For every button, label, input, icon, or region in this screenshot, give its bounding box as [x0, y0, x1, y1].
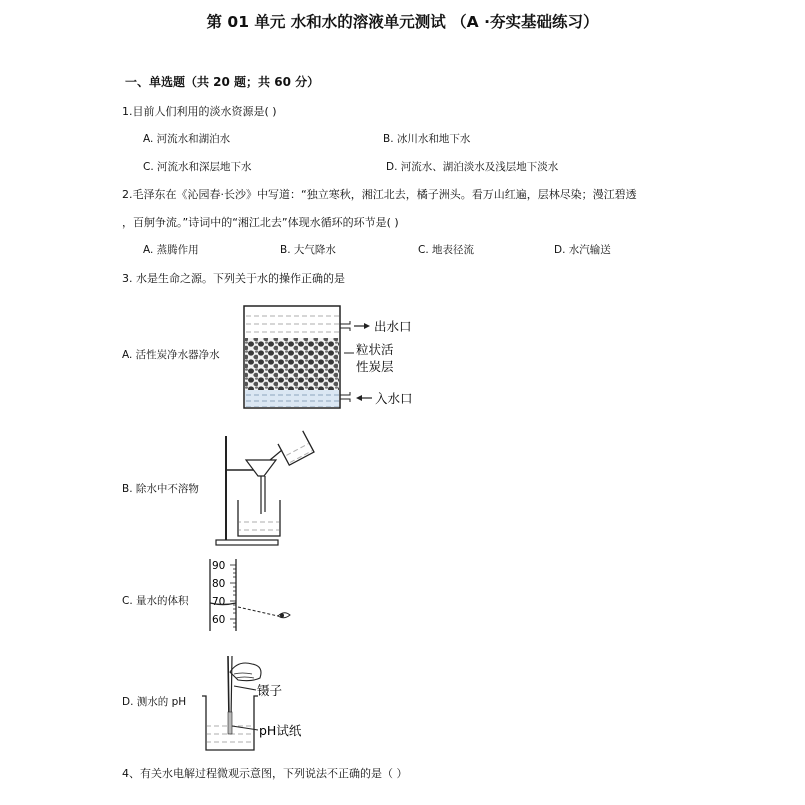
activated-carbon-purifier-diagram	[238, 296, 438, 416]
question-4-stem: 4、有关水电解过程微观示意图，下列说法不正确的是（ ）	[122, 767, 408, 780]
question-3-option-a: A. 活性炭净水器净水	[122, 349, 220, 361]
glass-rod	[270, 450, 282, 460]
beaker-liquid	[239, 516, 279, 535]
question-3-option-b: B. 除水中不溶物	[122, 483, 199, 495]
outlet-arrowhead-icon	[364, 323, 370, 329]
raw-water-layer	[245, 390, 339, 407]
sight-line	[238, 607, 278, 616]
ph-test-diagram	[198, 650, 318, 754]
question-2-stem-line-1: 2.毛泽东在《沁园春·长沙》中写道：“独立寒秋，湘江北去，橘子洲头。看万山红遍，层林尽染；漫江碧透	[122, 188, 637, 201]
scale-ticks	[230, 565, 236, 627]
carbon-label-line-2: 性炭层	[356, 359, 394, 374]
eye-pupil-icon	[280, 614, 284, 618]
inlet-pipe	[340, 392, 350, 402]
hand-icon	[230, 663, 261, 681]
eye-icon	[278, 613, 290, 618]
iron-stand-base	[216, 540, 278, 545]
question-1-stem: 1.目前人们利用的淡水资源是( )	[122, 105, 277, 118]
question-2-option-c: C. 地表径流	[418, 244, 475, 256]
clean-water-layer	[245, 314, 339, 336]
ph-paper	[228, 712, 232, 734]
carbon-label-line-1: 粒状活	[356, 342, 394, 357]
question-3-option-c: C. 量水的体积	[122, 595, 189, 607]
tweezers-label: 镊子	[257, 683, 283, 698]
tweezers-pointer-line	[234, 686, 256, 690]
outlet-label: 出水口	[374, 319, 412, 334]
outlet-pipe	[340, 321, 350, 331]
tick-label-60: 60	[212, 614, 226, 626]
question-3-option-d: D. 测水的 pH	[122, 696, 187, 708]
graduated-cylinder-diagram	[206, 557, 306, 633]
tick-label-90: 90	[212, 560, 226, 572]
question-3-stem: 3. 水是生命之源。下列关于水的操作正确的是	[122, 272, 345, 285]
tweezers-arm	[231, 656, 232, 720]
question-2-stem-line-2: ，百舸争流。”诗词中的“湘江北去”体现水循环的环节是( )	[122, 216, 399, 229]
question-2-option-d: D. 水汽输送	[554, 244, 611, 256]
pouring-beaker	[278, 431, 314, 465]
question-2-option-a: A. 蒸腾作用	[143, 244, 199, 256]
inlet-label: 入水口	[375, 391, 413, 406]
tick-label-80: 80	[212, 578, 226, 590]
tweezers	[228, 656, 229, 720]
filtration-diagram	[212, 430, 322, 550]
ph-paper-label: pH试纸	[259, 723, 302, 738]
question-1-option-c: C. 河流水和深层地下水	[143, 161, 252, 173]
question-2-option-b: B. 大气降水	[280, 244, 336, 256]
question-1-option-d: D. 河流水、湖泊淡水及浅层地下淡水	[386, 161, 559, 173]
tick-label-70: 70	[212, 596, 226, 608]
question-1-option-b: B. 冰川水和地下水	[383, 133, 471, 145]
carbon-layer	[245, 338, 339, 390]
question-1-option-a: A. 河流水和湖泊水	[143, 133, 231, 145]
funnel	[246, 460, 276, 476]
page-title: 第 01 单元 水和水的溶液单元测试 （A ·夯实基础练习）	[206, 13, 599, 31]
section-heading: 一、单选题（共 20 题；共 60 分）	[125, 75, 320, 89]
